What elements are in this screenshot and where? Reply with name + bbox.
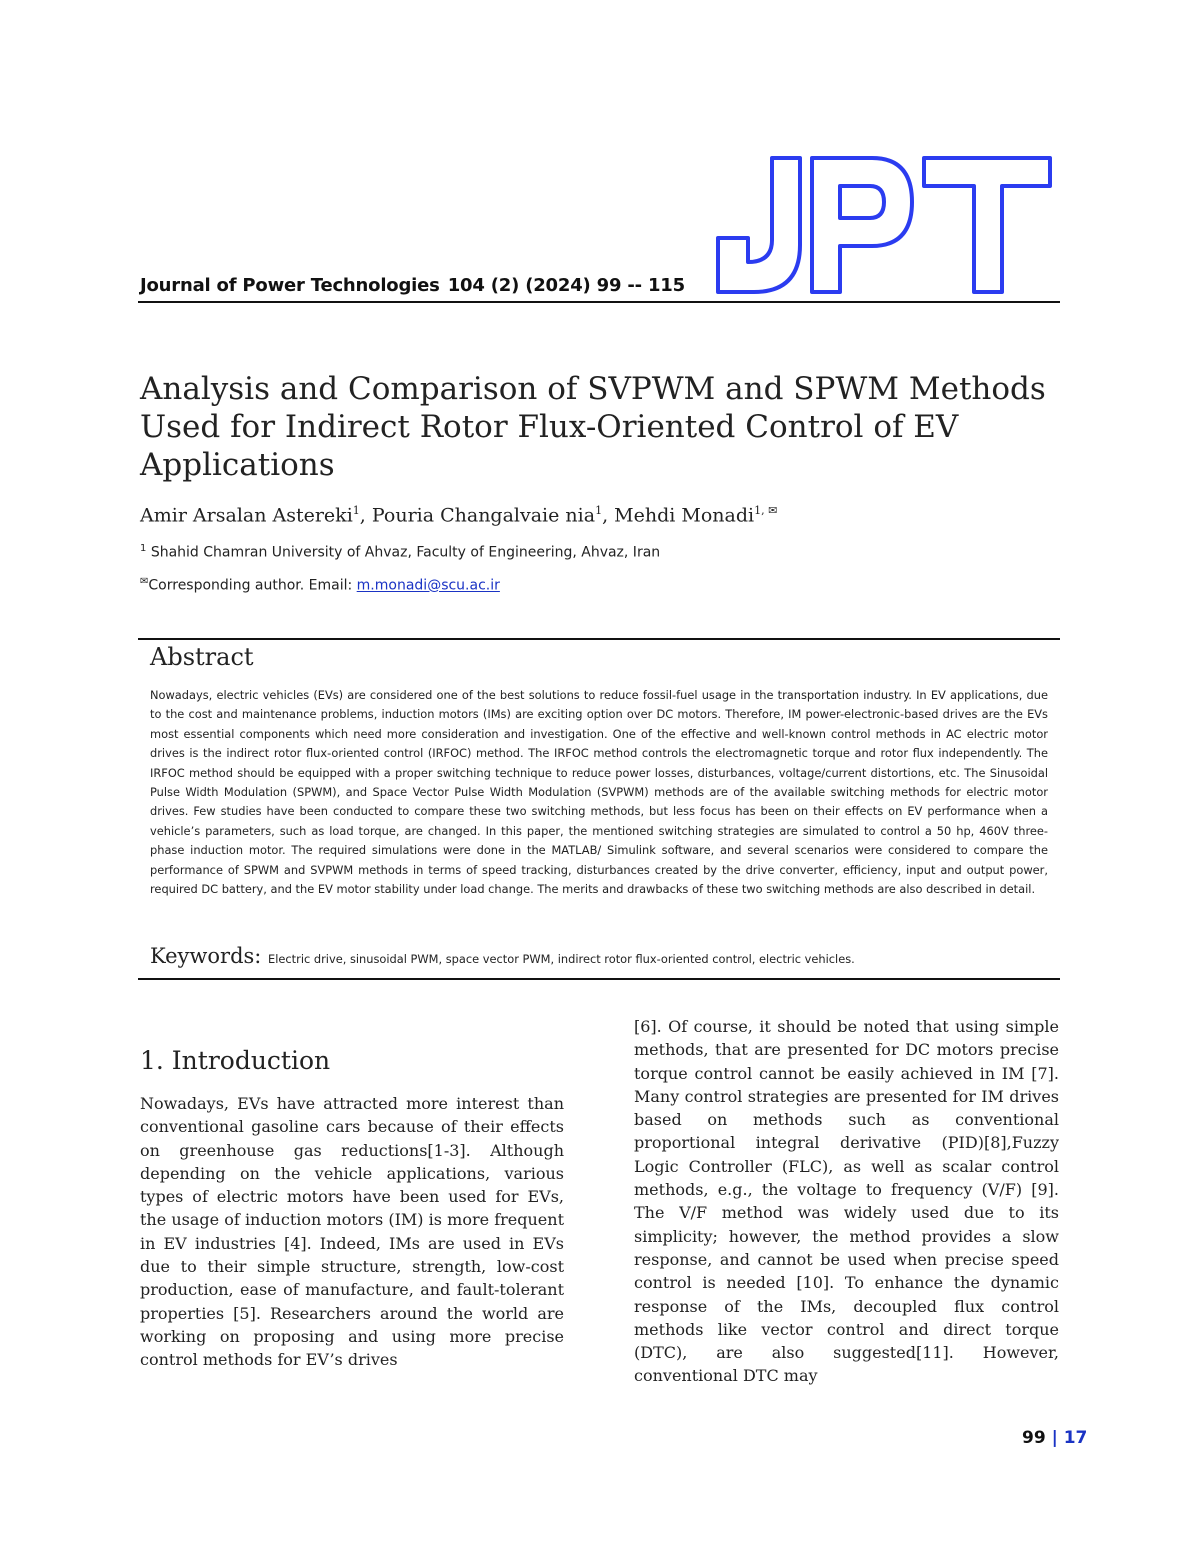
abstract-top-rule [138,638,1060,640]
section-heading-introduction: 1. Introduction [140,1046,331,1075]
abstract-heading: Abstract [150,643,254,671]
journal-citation: 104 (2) (2024) 99 -- 115 [447,275,685,296]
total-pages: 17 [1063,1428,1088,1448]
affiliation-mark: 1 [140,543,147,554]
corresponding-author [140,576,500,594]
author-list [140,504,777,526]
keywords [150,944,1050,968]
abstract-text: Nowadays, electric vehicles (EVs) are considered one of the best solutions to reduce fossil-fuel usage in the transportation industry. In EV applications, due to the cost and maintenance problems, induction motors (IMs) are exciting option over DC motors. Therefore, IM power-electronic-based drives are the EVs most essential components which need more consideration and investigation. One of the effective and well-known control methods in AC electric motor drives is the indirect rotor flux-oriented control (IRFOC) method. The IRFOC method controls the electromagnetic torque and rotor flux independently. The IRFOC method should be equipped with a proper switching technique to reduce power losses, disturbances, voltage/current distortions, etc. The Sinusoidal Pulse Width Modulation (SPWM), and Space Vector Pulse Width Modulation (SVPWM) methods are of the available switching methods for electric motor drives. Few studies have been conducted to compare these two switching methods, but less focus has been on their effects on EV performance when a vehicle’s parameters, such as load torque, are changed. In this paper, the mentioned switching strategies are simulated to control a 50 hp, 460V three-phase induction motor. The required simulations were done in the MATLAB/ Simulink software, and several scenarios were considered to compare the performance of SPWM and SVPWM methods in terms of speed tracking, disturbances created by the drive converter, efficiency, input and output power, required DC battery, and the EV motor stability under load change. The merits and drawbacks of these two switching methods are also described in detail. [150,688,1048,897]
journal-header [140,275,685,296]
keywords-label: Keywords: [150,944,269,968]
paper-title: Analysis and Comparison of SVPWM and SPWM Methods Used for Indirect Rotor Flux-Oriented Control of EV Applications [140,371,1046,483]
affiliation-text: Shahid Chamran University of Ahvaz, Faculty of Engineering, Ahvaz, Iran [150,544,661,561]
current-page: 99 [1022,1428,1046,1448]
author-separator: , [359,504,372,527]
body-text-left-column: Nowadays, EVs have attracted more interest than conventional gasoline cars because of their effects on greenhouse gas reductions[1-3]. Although depending on the vehicle applications, various types of electric motors have been used for EVs, the usage of induction motors (IM) is more frequent in EV industries [4]. Indeed, IMs are used in EVs due to their simple structure, strength, low-cost production, ease of manufacture, and fault-tolerant properties [5]. Researchers around the world are working on proposing and using more precise control methods for EV’s drives [140,1094,564,1370]
author-name: Mehdi Monadi [614,504,755,527]
author-affiliation-mark: 1, ✉ [754,504,778,517]
header-rule [138,301,1060,303]
journal-logo [712,150,1057,295]
author-name: Amir Arsalan Astereki [140,504,353,527]
keywords-text: Electric drive, sinusoidal PWM, space vector PWM, indirect rotor flux-oriented control, electric vehicles. [268,952,855,966]
author-name: Pouria Changalvaie nia [371,504,596,527]
logo-letter-p [812,158,912,292]
envelope-icon: ✉ [140,576,149,587]
logo-letter-t [924,158,1050,292]
corresponding-email-link[interactable]: m.monadi@scu.ac.ir [356,577,500,594]
page-separator: | [1045,1428,1064,1448]
journal-name: Journal of Power Technologies [140,275,440,296]
page-number [1022,1428,1087,1448]
body-text-right-column: [6]. Of course, it should be noted that using simple methods, that are presented for DC motors precise torque control cannot be easily achieved in IM [7]. Many control strategies are presented for IM drives based on methods such as conventional proportional integral derivative (PID)[8],Fuzzy Logic Controller (FLC), as well as scalar control methods, e.g., the voltage to frequency (V/F) [9]. The V/F method was widely used due to its simplicity; however, the method provides a slow response, and cannot be used when precise speed control is needed [10]. To enhance the dynamic response of the IMs, decoupled flux control methods like vector control and direct torque (DTC), are also suggested[11]. However, conventional DTC may [634,1017,1059,1386]
author-separator: , [602,504,615,527]
author-affiliation-mark: 1 [352,504,360,517]
affiliation [140,543,660,561]
corresponding-label: Corresponding author. Email: [148,577,357,594]
logo-letter-j [718,158,800,292]
abstract-bottom-rule [138,978,1060,980]
author-affiliation-mark: 1 [595,504,603,517]
